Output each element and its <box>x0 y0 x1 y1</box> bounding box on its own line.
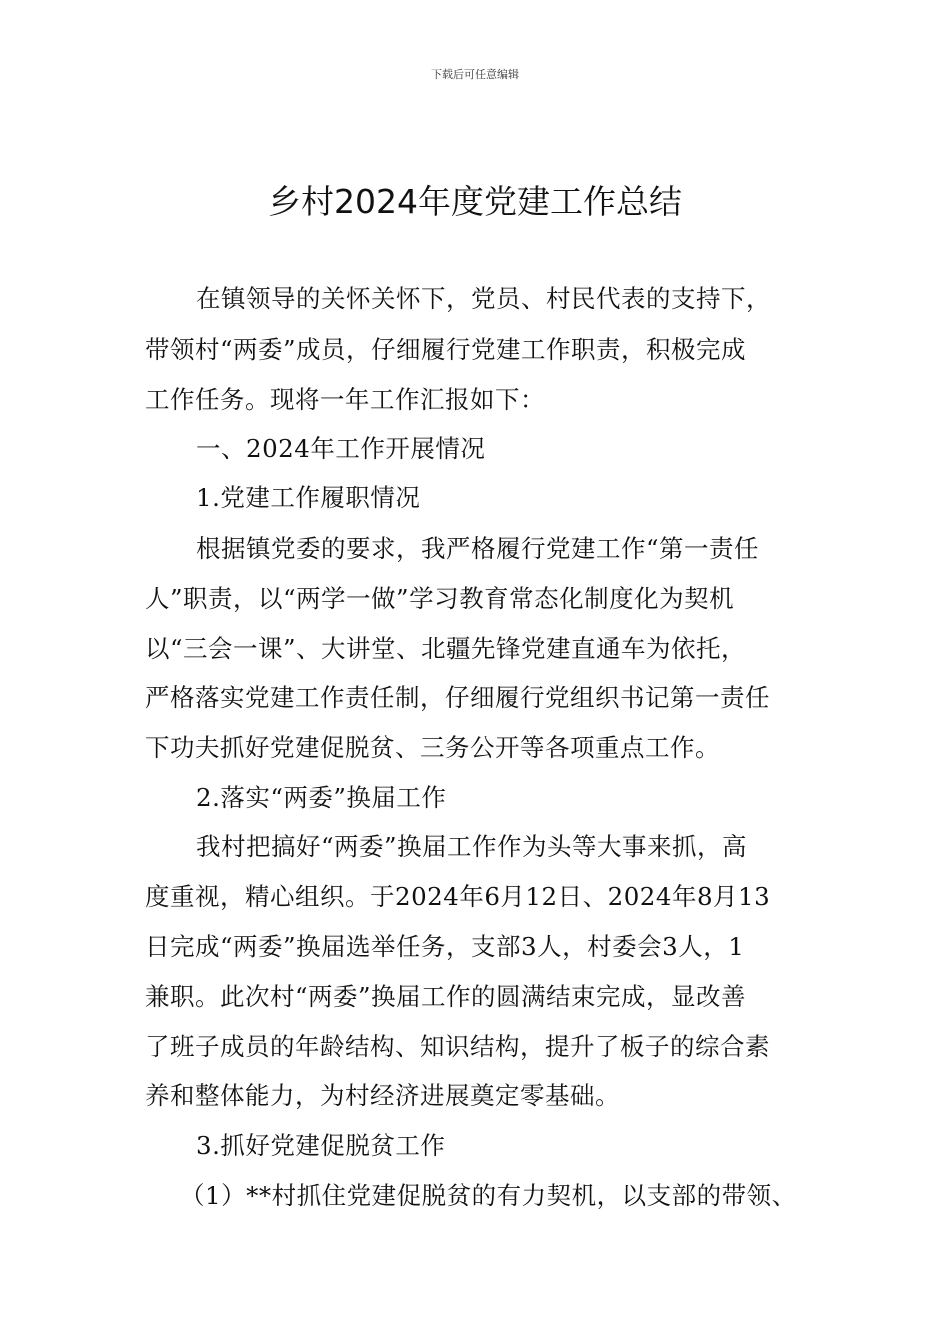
subsection-heading: 2.落实“两委”换届工作 <box>196 783 447 812</box>
paragraph-line: 下功夫抓好党建促脱贫、三务公开等各项重点工作。 <box>145 733 720 762</box>
paragraph-line: 以“三会一课”、大讲堂、北疆先锋党建直通车为依托， <box>145 634 747 663</box>
paragraph-line: 日完成“两委”换届选举任务，支部3人，村委会3人，1 <box>145 932 745 961</box>
paragraph-line: 了班子成员的年龄结构、知识结构，提升了板子的综合素 <box>145 1032 770 1061</box>
paragraph-line: 人”职责，以“两学一做”学习教育常态化制度化为契机 <box>145 584 735 613</box>
paragraph-line: 度重视，精心组织。于2024年6月12日、2024年8月13 <box>145 882 771 911</box>
paragraph-line: 养和整体能力，为村经济进展奠定零基础。 <box>145 1081 620 1110</box>
section-heading: 一、2024年工作开展情况 <box>196 434 486 463</box>
paragraph-line: 根据镇党委的要求，我严格履行党建工作“第一责任 <box>196 534 760 563</box>
paragraph-line: 严格落实党建工作责任制，仔细履行党组织书记第一责任 <box>145 683 770 712</box>
paragraph-line: 兼职。此次村“两委”换届工作的圆满结束完成，显改善 <box>145 982 747 1011</box>
subsection-heading: 3.抓好党建促脱贫工作 <box>196 1131 446 1160</box>
paragraph-line: 带领村“两委”成员，仔细履行党建工作职责，积极完成 <box>145 335 747 364</box>
document-title: 乡村2024年度党建工作总结 <box>268 182 682 221</box>
paragraph-line: 我村把搞好“两委”换届工作作为头等大事来抓，高 <box>196 832 748 861</box>
header-note: 下载后可任意编辑 <box>431 68 519 81</box>
paragraph-line: （1）**村抓住党建促脱贫的有力契机，以支部的带领、 <box>180 1181 797 1210</box>
paragraph-line: 在镇领导的关怀关怀下，党员、村民代表的支持下， <box>196 284 771 313</box>
paragraph-line: 工作任务。现将一年工作汇报如下： <box>145 385 545 414</box>
subsection-heading: 1.党建工作履职情况 <box>196 483 421 512</box>
